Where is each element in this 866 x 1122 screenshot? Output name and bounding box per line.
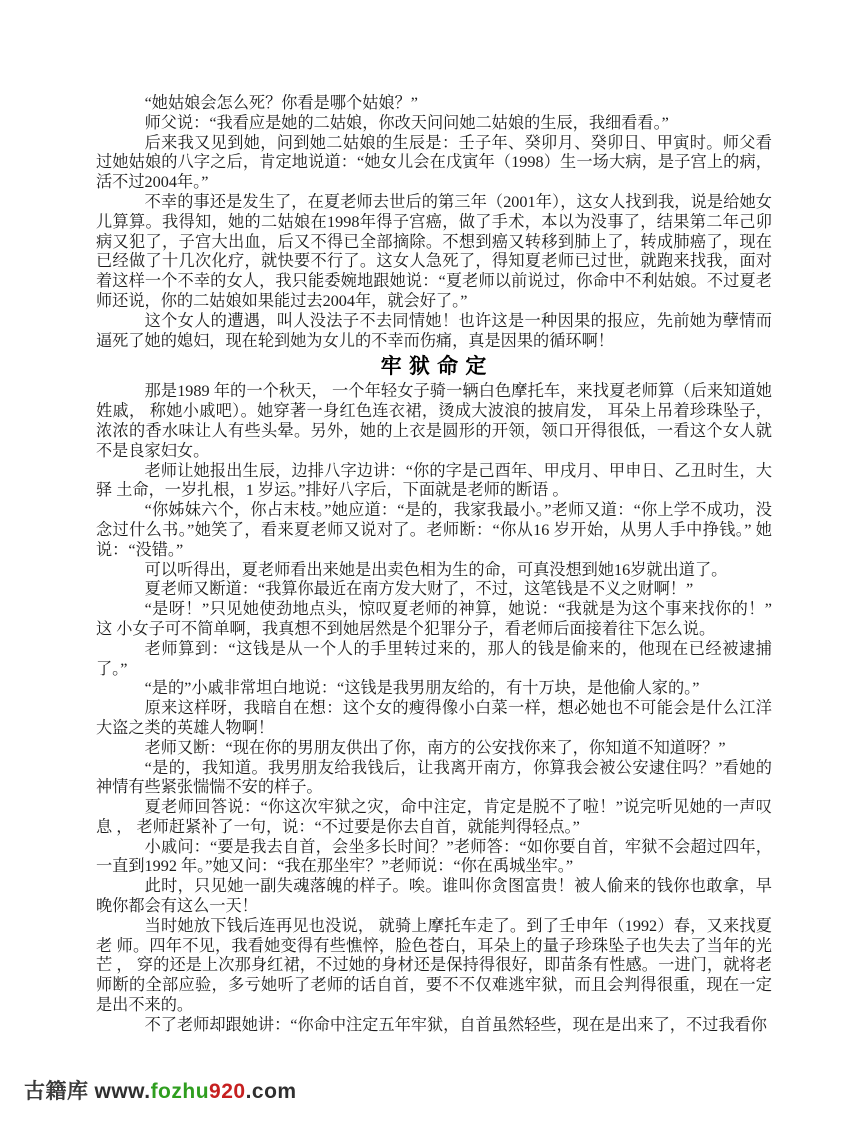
paragraph: 老师算到：“这钱是从一个人的手里转过来的，那人的钱是偷来的，他现在已经被逮捕了。” [96,639,772,678]
paragraph: “是的，我知道。我男朋友给我钱后，让我离开南方，你算我会被公安逮住吗？”看她的神情有些紧张惴惴不安的样子。 [96,758,772,797]
paragraph: “她姑娘会怎么死？你看是哪个姑娘？” [144,94,418,112]
paragraph: 后来我又见到她，问到她二姑娘的生辰是：壬子年、癸卯月、癸卯日、甲寅时。师父看过她姑娘的八字之后，肯定地说道：“她女儿会在戊寅年（1998）生一场大病，是子宫上的病，活不过2004年。” [96,133,772,192]
paragraph: 老师让她报出生辰，边排八字边讲：“你的字是己酉年、甲戌月、甲申日、乙丑时生，大驿 土命，一岁扎根，1 岁运。”排好八字后，下面就是老师的断语 。 [96,461,772,500]
paragraph: 小戚问：“要是我去自首，会坐多长时间？”老师答：“如你要自首，牢狱不会超过四年，一直到1992 年。”她又问：“我在那坐牢？”老师说：“你在禹城坐牢。” [96,837,772,876]
paragraph: 老师又断：“现在你的男朋友供出了你，南方的公安找你来了，你知道不知道呀？” [144,738,726,757]
watermark-url-920: 920 [209,1080,246,1103]
story-text-block [96,94,772,1036]
paragraph: 不幸的事还是发生了，在夏老师去世后的第三年（2001年），这女人找到我，说是给她女儿算算。我得知，她的二姑娘在1998年得子宫癌，做了手术，本以为没事了，结果第二年己卯病又犯了，子宫大出血，后又不得已全部摘除。不想到癌又转移到肺上了，转成肺癌了，现在已经做了十几次化疗，就快要不行了。这女人急死了，得知夏老师已过世，就跑来找我，面对着这样一个不幸的女人，我只能委婉地跟她说：“夏老师以前说过，你命中不利姑娘。不过夏老师还说，你的二姑娘如果能过去2004年，就会好了。” [96,192,772,310]
paragraph: 这个女人的遭遇，叫人没法子不去同情她！也许这是一种因果的报应，先前她为孽情而逼死了她的媳妇，现在轮到她为女儿的不幸而伤痛，真是因果的循环啊！ [96,311,772,350]
paragraph: “是呀！”只见她使劲地点头，惊叹夏老师的神算，她说：“我就是为这个事来找你的！”这 小女子可不简单啊，我真想不到她居然是个犯罪分子，看老师后面接着往下怎么说。 [96,600,772,638]
paragraph: 师父说：“我看应是她的二姑娘，你改天问问她二姑娘的生辰，我细看看。” [144,113,669,132]
watermark-site-name: 古籍库 [24,1080,89,1103]
paragraph: 夏老师回答说：“你这次牢狱之灾，命中注定，肯定是脱不了啦！”说完听见她的一声叹息 ， 老师赶紧补了一句，说：“不过要是你去自首，就能判得轻点。” [96,798,772,836]
watermark-footer [24,1077,297,1107]
watermark-url-com: .com [245,1080,297,1103]
paragraph: 此时，只见她一副失魂落魄的样子。唉。谁叫你贪图富贵！被人偷来的钱你也敢拿，早晚你都会有这么一天！ [96,877,772,916]
paragraph: 原来这样呀，我暗自在想：这个女的瘦得像小白菜一样，想必她也不可能会是什么江洋大盗之类的英雄人物啊！ [96,699,772,737]
paragraphs-before-title [96,94,772,351]
watermark-url-www: www. [94,1080,151,1103]
paragraph: 那是1989 年的一个秋天， 一个年轻女子骑一辆白色摩托车，来找夏老师算（后来知道她姓戚， 称她小戚吧）。她穿著一身红色连衣裙，烫成大波浪的披肩发， 耳朵上吊着珍珠坠子，浓浓的香水味让人有些头晕。另外，她的上衣是圆形的开领，领口开得很低，一看这个女人就不是良家妇女。 [96,382,772,460]
section-title: 牢 狱 命 定 [380,354,488,379]
paragraph: 当时她放下钱后连再见也没说， 就骑上摩托车走了。到了壬申年（1992）春，又来找夏老 师。四年不见，我看她变得有些憔悴，脸色苍白，耳朵上的量子珍珠坠子也失去了当年的光芒 ， 穿的还是上次那身红裙，不过她的身材还是保持得很好，即苗条有性感。一进门，就将老师断的全部应验，多亏她听了老师的话自首，要不不仅难逃牢狱，而且会判得很重，现在一定是出不来的。 [96,916,772,1015]
watermark-url-fozhu: fozhu [150,1080,210,1103]
paragraph: 不了老师却跟她讲：“你命中注定五年牢狱，自首虽然轻些，现在是出来了，不过我看你 [144,1015,767,1034]
paragraphs-after-title [96,382,772,1035]
paragraph: “你姊妹六个，你占末枝。”她应道：“是的，我家我最小。”老师又道：“你上学不成功，没念过什么书。”她笑了，看来夏老师又说对了。老师断：“你从16 岁开始，从男人手中挣钱。” 她说：“没错。” [96,501,772,559]
paragraph: “是的”小戚非常坦白地说：“这钱是我男朋友给的，有十万块，是他偷人家的。” [144,679,700,698]
paragraph: 夏老师又断道：“我算你最近在南方发大财了，不过，这笔钱是不义之财啊！” [144,580,694,599]
paragraph: 可以听得出，夏老师看出来她是出卖色相为生的命，可真没想到她16岁就出道了。 [144,560,728,579]
